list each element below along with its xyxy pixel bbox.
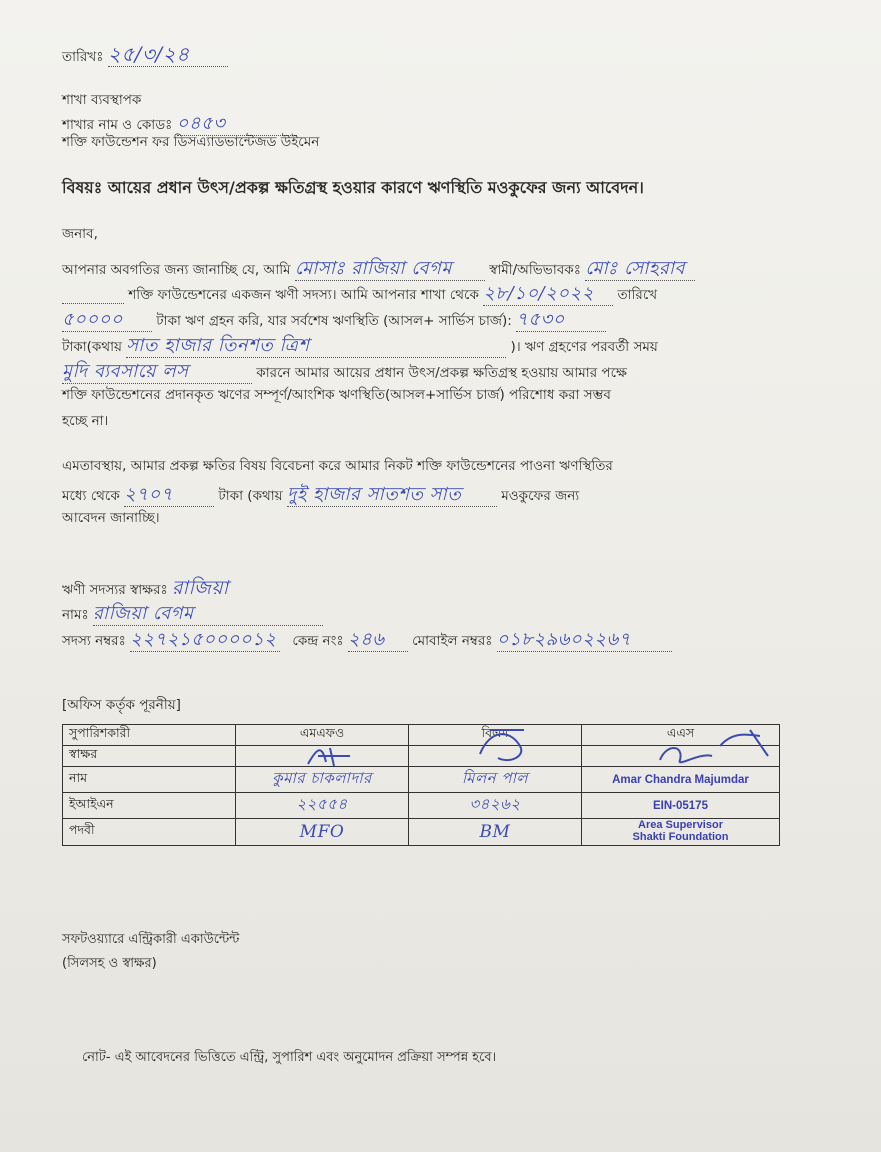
member-ids-row bbox=[62, 629, 672, 652]
waive-amount-handwritten: ২৭০৭ bbox=[124, 484, 214, 507]
header-cell: বিএম bbox=[409, 725, 582, 746]
para1-line4 bbox=[62, 335, 658, 358]
reason-handwritten: মুদি ব্যবসায়ে লস bbox=[62, 361, 252, 384]
para1-text: টাকা ঋণ গ্রহন করি, যার সর্বশেষ ঋণস্থিতি (আসল+ সার্ভিস চার্জ): bbox=[156, 313, 512, 329]
member-signature: রাজিয়া bbox=[172, 577, 229, 599]
addressee-org: শক্তি ফাউন্ডেশন ফর ডিসএ্যাডভান্টেজড উইমেন bbox=[62, 134, 320, 150]
header-cell: সুপারিশকারী bbox=[63, 725, 236, 746]
designation-cell: MFO bbox=[236, 819, 409, 846]
member-no-handwritten: ২২৭২১৫০০০০১২ bbox=[130, 629, 280, 652]
para1-text: আপনার অবগতির জন্য জানাচ্ছি যে, আমি bbox=[62, 262, 291, 278]
mobile-label: মোবাইল নম্বরঃ bbox=[412, 633, 493, 649]
header-cell: এএস bbox=[582, 725, 780, 746]
bm-signature-mark bbox=[470, 724, 540, 770]
table-row bbox=[63, 793, 780, 819]
stamp-org: Shakti Foundation bbox=[632, 831, 729, 843]
para2-text: মধ্যে থেকে bbox=[62, 488, 120, 504]
para2-line2 bbox=[62, 484, 579, 507]
addressee-line1: শাখা ব্যবস্থাপক bbox=[62, 92, 142, 108]
balance-words-handwritten: সাত হাজার তিনশত ত্রিশ bbox=[126, 335, 506, 358]
waive-words-handwritten: দুই হাজার সাতশত সাত bbox=[287, 484, 497, 507]
balance-handwritten: ৭৫৩০ bbox=[516, 309, 606, 332]
header-cell: এমএফও bbox=[236, 725, 409, 746]
member-sign-row bbox=[62, 577, 229, 600]
stamp-name-cell: Amar Chandra Majumdar bbox=[582, 767, 780, 793]
guardian-name-handwritten: মোঃ সোহরাব bbox=[585, 258, 695, 281]
loan-amount-handwritten: ৫০০০০ bbox=[62, 309, 152, 332]
ein-cell: ২২৫৫৪ bbox=[236, 793, 409, 819]
salutation: জনাব, bbox=[62, 226, 98, 242]
para1-text: শক্তি ফাউন্ডেশনের একজন ঋণী সদস্য। আমি আপনার শাখা থেকে bbox=[128, 287, 479, 303]
guardian-label: স্বামী/অভিভাবকঃ bbox=[489, 262, 581, 278]
name-cell: মিলন পাল bbox=[409, 767, 582, 793]
branch-label: শাখার নাম ও কোডঃ bbox=[62, 117, 173, 133]
as-signature-mark bbox=[650, 726, 780, 772]
row-label: ইআইএন bbox=[63, 793, 236, 819]
software-entry-line1: সফটওয়্যারে এন্ট্রিকারী একাউন্টেন্ট bbox=[62, 932, 240, 947]
loan-date-handwritten: ২৮/১০/২০২২ bbox=[483, 283, 613, 306]
stamp-designation: Area Supervisor bbox=[638, 819, 723, 832]
para1-line6: শক্তি ফাউন্ডেশনের প্রদানকৃত ঋণের সম্পূর্ণ/আংশিক ঋণস্থিতি(আসল+সার্ভিস চার্জ) পরিশোধ করা সম্ভব bbox=[62, 387, 611, 403]
member-sign-label: ঋণী সদস্যর স্বাক্ষরঃ bbox=[62, 582, 168, 598]
branch-row bbox=[62, 113, 297, 136]
center-label: কেন্দ্র নংঃ bbox=[292, 633, 344, 649]
para1-text: টাকা(কথায় bbox=[62, 339, 122, 355]
table-row bbox=[63, 819, 780, 846]
blank-dots bbox=[62, 287, 124, 304]
para1-line1 bbox=[62, 258, 695, 281]
date-row bbox=[62, 42, 228, 67]
subject-line: বিষয়ঃ আয়ের প্রধান উৎস/প্রকল্প ক্ষতিগ্রস্থ হওয়ার কারণে ঋণস্থিতি মওকুফের জন্য আবেদন। bbox=[62, 178, 644, 197]
stamp-ein-cell: EIN-05175 bbox=[582, 793, 780, 819]
para1-text: কারনে আমার আয়ের প্রধান উৎস/প্রকল্প ক্ষতিগ্রস্থ হওয়ায় আমার পক্ষে bbox=[256, 365, 627, 381]
footer-note: নোট- এই আবেদনের ভিত্তিতে এন্ট্রি, সুপারিশ এবং অনুমোদন প্রক্রিয়া সম্পন্ন হবে। bbox=[82, 1050, 497, 1065]
ein-cell: ৩৪২৬২ bbox=[409, 793, 582, 819]
para1-text: )। ঋণ গ্রহণের পরবর্তী সময় bbox=[510, 339, 658, 355]
para1-text: তারিখে bbox=[617, 287, 658, 303]
para2-text: টাকা (কথায় bbox=[218, 488, 283, 504]
member-no-label: সদস্য নম্বরঃ bbox=[62, 633, 126, 649]
member-name-handwritten: মোসাঃ রাজিয়া বেগম bbox=[295, 258, 485, 281]
member-name-handwritten: রাজিয়া বেগম bbox=[93, 603, 323, 626]
date-value: ২৫/৩/২৪ bbox=[108, 42, 228, 67]
designation-cell: BM bbox=[409, 819, 582, 846]
row-label: পদবী bbox=[63, 819, 236, 846]
branch-code: ০৪৫৩ bbox=[177, 113, 297, 136]
para1-line3 bbox=[62, 309, 606, 332]
office-caption: [অফিস কর্তৃক পূরনীয়] bbox=[62, 697, 181, 713]
stamp-designation-cell bbox=[582, 819, 780, 846]
member-name-label: নামঃ bbox=[62, 607, 89, 623]
row-label: নাম bbox=[63, 767, 236, 793]
para1-line5 bbox=[62, 361, 627, 384]
mfo-signature-mark bbox=[300, 744, 360, 770]
para2-line1: এমতাবস্থায়, আমার প্রকল্প ক্ষতির বিষয় বিবেচনা করে আমার নিকট শক্তি ফাউন্ডেশনের পাওনা ঋণস্থিতির bbox=[62, 458, 613, 474]
name-cell: কুমার চাকলাদার bbox=[236, 767, 409, 793]
row-label: স্বাক্ষর bbox=[63, 746, 236, 767]
date-label: তারিখঃ bbox=[62, 49, 104, 65]
para1-line7: হচ্ছে না। bbox=[62, 413, 109, 429]
mobile-handwritten: ০১৮২৯৬০২২৬৭ bbox=[497, 629, 672, 652]
para2-text: মওকুফের জন্য bbox=[501, 488, 580, 504]
para2-line3: আবেদন জানাচ্ছি। bbox=[62, 510, 160, 526]
center-no-handwritten: ২৪৬ bbox=[348, 629, 408, 652]
software-entry-line2: (সিলসহ ও স্বাক্ষর) bbox=[62, 956, 157, 971]
member-name-row bbox=[62, 603, 323, 626]
para1-line2 bbox=[62, 283, 657, 306]
